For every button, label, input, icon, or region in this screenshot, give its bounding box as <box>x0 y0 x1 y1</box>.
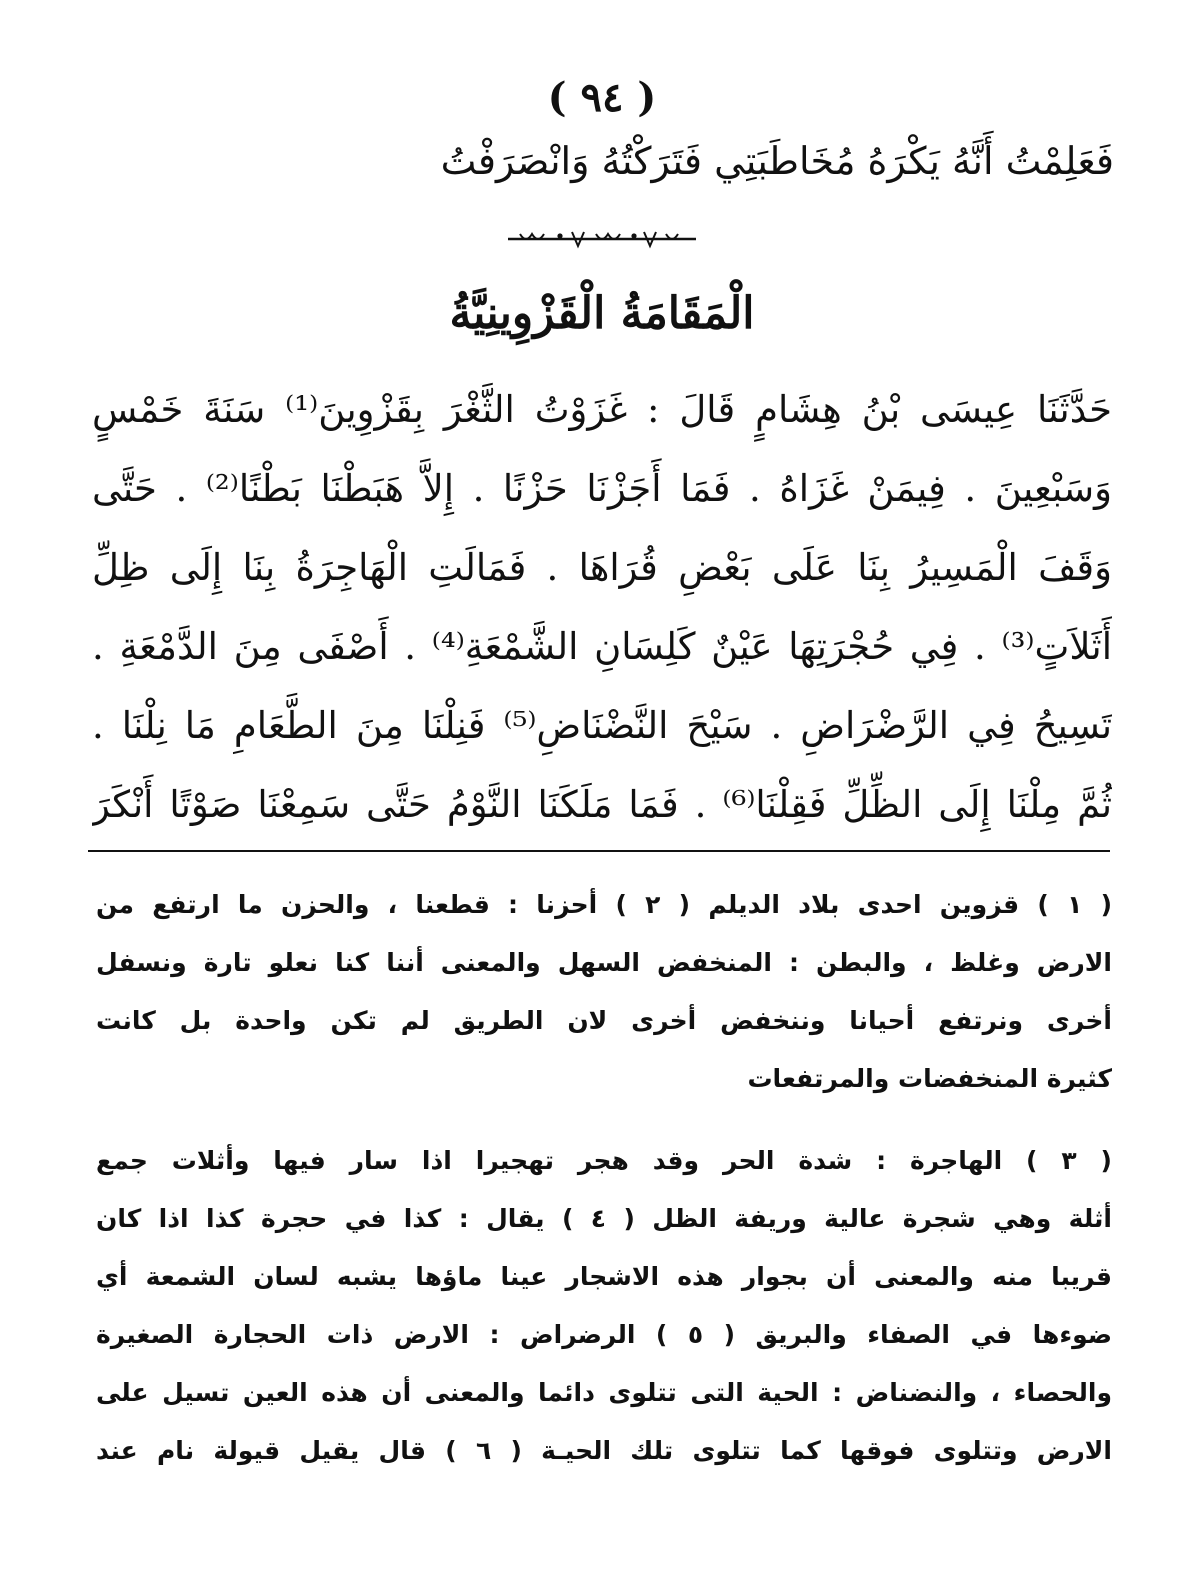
maqama-title: الْمَقَامَةُ الْقَزْوِينِيَّةُ <box>449 288 755 339</box>
footnote-line: ( ١ ) قزوين احدى بلاد الديلم ( ٢ ) أحزنا : قطعنا ، والحزن ما ارتفع من <box>96 890 1112 919</box>
footnote-line: أثلة وهي شجرة عالية وريفة الظل ( ٤ ) يقال : كذا في حجرة كذا اذا كان <box>96 1204 1112 1233</box>
footnote-line: أخرى ونرتفع أحيانا وننخفض أخرى لان الطريق لم تكن واحدة بل كانت <box>96 1006 1112 1035</box>
footnote-paragraph <box>96 876 1112 1108</box>
main-text-line: أَثَلاَتٍ⁽³⁾ . فِي حُجْرَتِهَا عَيْنٌ كَلِسَانِ الشَّمْعَةِ⁽⁴⁾ . أَصْفَى مِنَ الدَّمْعَةِ . <box>92 625 1112 668</box>
footnotes <box>96 876 1112 1480</box>
footnote-line: والحصاء ، والنضناض : الحية التى تتلوى دائما والمعنى أن هذه العين تسيل على <box>96 1378 1112 1407</box>
footnote-divider <box>88 850 1110 852</box>
footnote-line: ( ٣ ) الهاجرة : شدة الحر وقد هجر تهجيرا اذا سار فيها وأثلات جمع <box>96 1146 1112 1175</box>
footnote-paragraph <box>96 1132 1112 1480</box>
footnote-line: الارض وتتلوى فوقها كما تتلوى تلك الحيـة ( ٦ ) قال يقيل قيولة نام عند <box>96 1436 1112 1465</box>
main-text-line: وَسَبْعِينَ . فِيمَنْ غَزَاهُ . فَمَا أَجَزْنَا حَزْنًا . إِلاَّ هَبَطْنَا بَطْنًا⁽²⁾ . حَتَّى <box>92 467 1112 510</box>
main-text-line: وَقَفَ الْمَسِيرُ بِنَا عَلَى بَعْضِ قُرَاهَا . فَمَالَتِ الْهَاجِرَةُ بِنَا إِلَى ظِلِّ <box>92 546 1112 589</box>
footnote-line: قريبا منه والمعنى أن بجوار هذه الاشجار عينا ماؤها يشبه لسان الشمعة أي <box>96 1262 1112 1291</box>
footnote-line: ضوءها في الصفاء والبريق ( ٥ ) الرضراض : الارض ذات الحجارة الصغيرة <box>96 1320 1112 1349</box>
footnote-line: الارض وغلظ ، والبطن : المنخفض السهل والمعنى أننا كنا نعلو تارة ونسفل <box>96 948 1112 977</box>
opening-line: فَعَلِمْتُ أَنَّهُ يَكْرَهُ مُخَاطَبَتِي فَتَرَكْتُهُ وَانْصَرَفْتُ <box>440 139 1114 183</box>
section-ornament <box>0 228 1204 250</box>
ornament-divider-icon <box>502 228 702 250</box>
main-text <box>92 370 1112 844</box>
main-text-line: تَسِيحُ فِي الرَّضْرَاضِ . سَيْحَ النَّضْنَاضِ⁽⁵⁾ فَنِلْنَا مِنَ الطَّعَامِ مَا نِلْنَا . <box>92 704 1112 747</box>
page-number: ( ٩٤ ) <box>547 74 657 121</box>
footnote-line: كثيرة المنخفضات والمرتفعات <box>747 1064 1112 1093</box>
main-text-line: ثُمَّ مِلْنَا إِلَى الظِّلِّ فَقِلْنَا⁽⁶⁾ . فَمَا مَلَكَنَا النَّوْمُ حَتَّى سَمِعْنَا صَوْتًا أَنْكَرَ <box>92 783 1112 826</box>
main-text-line: حَدَّثَنَا عِيسَى بْنُ هِشَامٍ قَالَ : غَزَوْتُ الثَّغْرَ بِقَزْوِينَ⁽¹⁾ سَنَةَ خَمْسٍ <box>92 388 1112 431</box>
